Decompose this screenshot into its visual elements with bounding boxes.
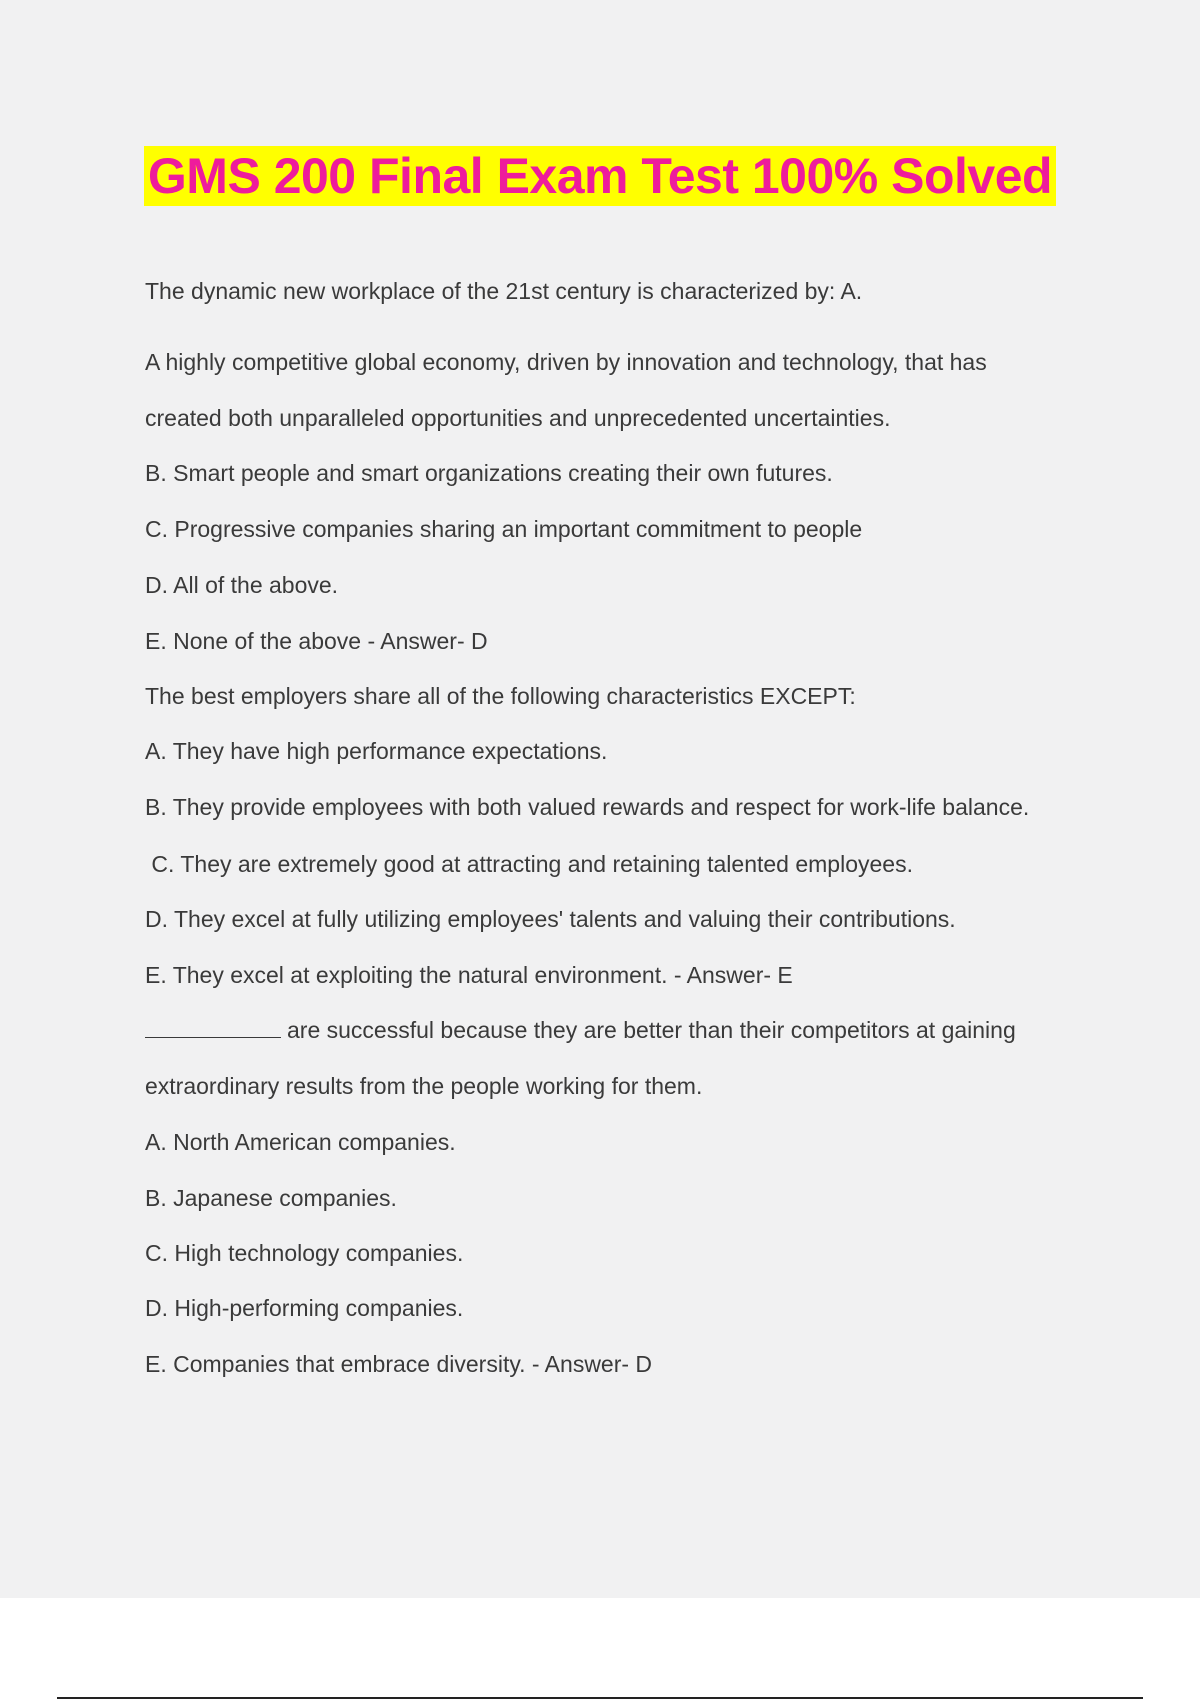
question-1-option-a-line-1: A highly competitive global economy, driven by innovation and technology, that has (145, 349, 987, 375)
question-1-stem: The dynamic new workplace of the 21st century is characterized by: A. (145, 278, 863, 304)
question-3-option-c: C. High technology companies. (145, 1240, 464, 1266)
question-1-option-b: B. Smart people and smart organizations creating their own futures. (145, 460, 833, 486)
footer-divider (57, 1697, 1143, 1699)
fill-in-blank (145, 1017, 281, 1038)
question-2-option-e-answer: E. They excel at exploiting the natural environment. - Answer- E (145, 962, 793, 988)
question-1-option-d: D. All of the above. (145, 572, 339, 598)
question-2-option-d: D. They excel at fully utilizing employees' talents and valuing their contributions. (145, 906, 956, 932)
question-3-option-b: B. Japanese companies. (145, 1185, 397, 1211)
document-title: GMS 200 Final Exam Test 100% Solved (144, 146, 1056, 206)
question-3-option-e-answer: E. Companies that embrace diversity. - Answer- D (145, 1351, 653, 1377)
question-3-stem-line-1 (145, 1015, 1016, 1045)
question-2-option-a: A. They have high performance expectations. (145, 738, 608, 764)
question-1-option-a-line-2: created both unparalleled opportunities and unprecedented uncertainties. (145, 405, 891, 431)
question-1-option-c: C. Progressive companies sharing an important commitment to people (145, 516, 863, 542)
question-2-stem: The best employers share all of the following characteristics EXCEPT: (145, 683, 856, 709)
question-2-option-b: B. They provide employees with both valued rewards and respect for work-life balance. (145, 794, 1030, 820)
question-3-option-d: D. High-performing companies. (145, 1295, 464, 1321)
question-2-option-c: C. They are extremely good at attracting and retaining talented employees. (145, 851, 913, 877)
question-3-stem-line-2: extraordinary results from the people working for them. (145, 1073, 703, 1099)
title-container (0, 146, 1200, 206)
question-1-option-e-answer: E. None of the above - Answer- D (145, 628, 488, 654)
question-3-option-a: A. North American companies. (145, 1129, 456, 1155)
question-3-stem-text: are successful because they are better than their competitors at gaining (287, 1017, 1016, 1043)
